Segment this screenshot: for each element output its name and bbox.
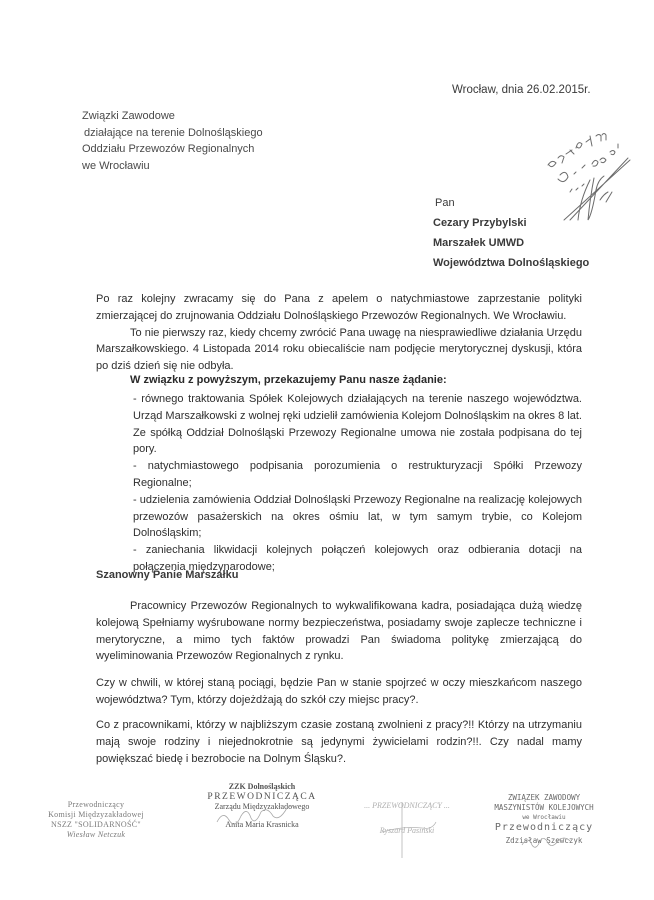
paragraph-history: To nie pierwszy raz, kiedy chcemy zwrócić Pana uwagę na niesprawiedliwe działania Urzędu Marszałkowskiego. 4 Listopada 2014 roku obiecaliście nam podjęcie merytorycznej dyskusji, która po dziś dzień się nie odbyła.	[96, 326, 582, 373]
demand-item: - udzielenia zamówienia Oddział Dolnośląski Przewozy Regionalne na realizację kolejowych przewozów pasażerskich na okres ośmiu lat, w tym samym trybie, co Kolejom Dolnośląskim;	[133, 493, 582, 540]
demands-heading: W związku z powyższym, przekazujemy Panu nasze żądanie:	[130, 374, 447, 386]
opening-section	[96, 291, 582, 375]
stamp-line: we Wrocławiu	[522, 814, 566, 821]
stamp-line: ... PRZEWODNICZĄCY ...	[364, 801, 450, 810]
demand-item: - zaniechania likwidacji kolejnych połączeń kolejowych oraz odbierania dotacji na połączenia międzynarodowe;	[133, 544, 582, 573]
greeting: Szanowny Panie Marszałku	[96, 569, 239, 581]
stamp-signatory: Anita Maria Krasnicka	[225, 820, 299, 829]
paragraph-question-trains: Czy w chwili, w której staną pociągi, będzie Pan w stanie spojrzeć w oczy mieszkańcom naszego województwa? Tym, którzy dojeżdżają do szkół czy miejsc pracy?.	[96, 677, 582, 706]
stamp-line: ZWIĄZEK ZAWODOWY	[507, 793, 581, 802]
demand-item: - natychmiastowego podpisania porozumienia o restrukturyzacji Spółki Przewozy Regionalne;	[133, 460, 582, 489]
signature-icon	[372, 800, 452, 860]
sender-line: we Wrocławiu	[82, 159, 150, 172]
sender-line: Związki Zawodowe	[82, 110, 175, 122]
recipient-office: Województwa Dolnośląskiego	[433, 257, 590, 269]
paragraph-workers: Pracownicy Przewozów Regionalnych to wykwalifikowana kadra, posiadająca dużą wiedzę kolejową Spełniamy wyśrubowane normy bezpieczeństwa, posiadamy swoje zaplecze techniczne i merytoryczne, a mimo tych faktów prowadzi Pan świadoma politykę zmierzającą do wyeliminowania Przewozów Regionalnych z rynku.	[96, 600, 582, 663]
stamp-line: MASZYNISTÓW KOLEJOWYCH	[494, 803, 594, 812]
sender-line: Oddziału Przewozów Regionalnych	[82, 143, 255, 155]
signature-icon	[520, 835, 580, 849]
letter-date: Wrocław, dnia 26.02.2015r.	[452, 84, 591, 96]
stamp-line: Przewodniczący	[494, 822, 594, 833]
recipient-name: Cezary Przybylski	[433, 217, 527, 229]
stamp-line: Przewodniczący	[67, 800, 125, 809]
recipient-title: Marszałek UMWD	[433, 237, 525, 249]
paragraph-appeal: Po raz kolejny zwracamy się do Pana z apelem o natychmiastowe zaprzestanie polityki zmierzającej do zrujnowania Oddziału Dolnośląskiego Przewozów Regionalnych. We Wrocławiu.	[96, 293, 582, 322]
recipient-salutation: Pan	[435, 197, 455, 209]
stamp-line: Zarządu Międzyzakładowego	[214, 802, 310, 811]
recipient-block	[433, 193, 589, 273]
stamp-signatory: Zdzisław Szewczyk	[505, 836, 583, 845]
stamp-signatory: Ryszard Pasiński	[379, 826, 435, 835]
stamp-line: ZZK Dolnośląskich	[228, 782, 296, 791]
paragraph-question-workers: Co z pracownikami, którzy w najbliższym czasie zostaną zwolnieni z pracy?!! Którzy na utrzymaniu mają swoje rodziny i niejednokrotnie są jedynymi żywicielami rodzin?!!. Czy nadal mamy powiększać biedę i bezrobocie na Dolnym Śląsku?.	[96, 719, 582, 765]
stamp-solidarnosc	[46, 800, 146, 840]
signature-icon	[215, 808, 315, 828]
stamp-signatory: Wiesław Netczuk	[66, 830, 126, 839]
demands-list	[133, 391, 582, 576]
sender-block	[82, 108, 263, 174]
stamp-line: NSZZ "SOLIDARNOŚĆ"	[51, 820, 141, 829]
stamp-line: PRZEWODNICZĄCA	[207, 792, 317, 802]
sender-line: działające na terenie Dolnośląskiego	[84, 126, 263, 139]
stamp-line: Komisji Międzyzakładowej	[48, 810, 144, 819]
demand-item: - równego traktowania Spółek Kolejowych działających na terenie naszego województwa. Urząd Marszałkowski z wolnej ręki udzielił zamówienia Kolejom Dolnośląskim na okres 8 lat. Ze spółką Oddział Dolnośląski Przewozy Regionalne umowa nie została podpisana do tej pory.	[133, 393, 582, 456]
